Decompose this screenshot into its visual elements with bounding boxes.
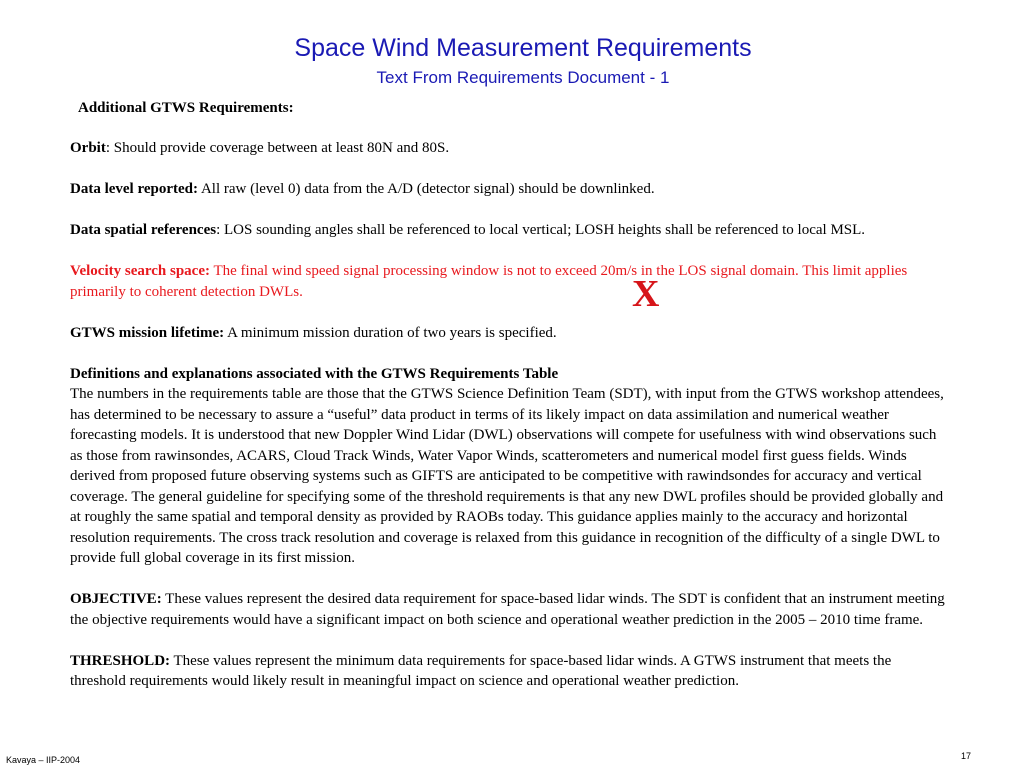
spatial-references-label: Data spatial references [70,222,217,238]
orbit-paragraph [70,138,950,159]
threshold-text: These values represent the minimum data requirements for space-based lidar winds. A GTWS instrument that meets the threshold requirements would likely result in meaningful impact on science and operational weather prediction. [70,652,892,689]
red-x-mark: X [632,273,660,315]
velocity-search-label: Velocity search space: [70,263,210,279]
slide-body [70,138,950,712]
mission-lifetime-text: A minimum mission duration of two years is specified. [224,324,557,341]
data-level-paragraph [70,179,950,200]
threshold-paragraph [70,651,950,692]
velocity-search-text: The final wind speed signal processing window is not to exceed 20m/s in the LOS signal domain. This limit applies primarily to coherent detection DWLs. [70,263,908,300]
objective-paragraph [70,589,950,630]
objective-label: OBJECTIVE: [70,591,162,607]
spatial-references-paragraph [70,220,950,241]
footer-author: Kavaya – IIP-2004 [6,755,81,765]
velocity-search-paragraph [70,261,950,302]
orbit-text: : Should provide coverage between at least 80N and 80S. [105,140,450,156]
orbit-label: Orbit [70,140,106,156]
definitions-heading: Definitions and explanations associated with the GTWS Requirements Table [70,365,559,382]
spatial-references-text: : LOS sounding angles shall be referenced to local vertical; LOSH heights shall be referenced to local MSL. [216,222,866,238]
slide-title: Space Wind Measurement Requirements [294,34,752,62]
page-number: 17 [961,751,972,761]
slide-subtitle: Text From Requirements Document - 1 [376,68,670,87]
data-level-text: All raw (level 0) data from the A/D (detector signal) should be downlinked. [198,181,655,197]
definitions-text: The numbers in the requirements table are those that the GTWS Science Definition Team (SDT), with input from the GTWS workshop attendees, has determined to be necessary to assure a “useful” data product in terms of its likely impact on data assimilation and numerical weather forecasting models. It is understood that new Doppler Wind Lidar (DWL) observations will compete for usefulness with wind observations such as those from rawinsondes, ACARS, Cloud Track Winds, Water Vapor Winds, scatterometers and numerical model first guess fields. Winds derived from proposed future observing systems such as GIFTS are anticipated to be competitive with rawindsondes for accuracy and vertical coverage. The general guideline for specifying some of the threshold requirements is that any new DWL profiles should be provided globally and at roughly the same spatial and temporal density as provided by RAOBs today. This guidance applies mainly to the accuracy and horizontal resolution requirements. The cross track resolution and coverage is relaxed from this guidance in recognition of the difficulty of a single DWL to provide full global coverage in its first mission. [70,386,944,566]
threshold-label: THRESHOLD: [70,652,171,669]
mission-lifetime-paragraph [70,323,950,344]
data-level-label: Data level reported: [70,181,199,197]
section-heading: Additional GTWS Requirements: [78,100,294,116]
definitions-paragraph [70,364,950,569]
mission-lifetime-label: GTWS mission lifetime: [70,324,225,341]
objective-text: These values represent the desired data requirement for space-based lidar winds. The SDT is confident that an instrument meeting the objective requirements would have a significant impact on both science and operational weather prediction in the 2005 – 2010 time frame. [70,591,945,628]
